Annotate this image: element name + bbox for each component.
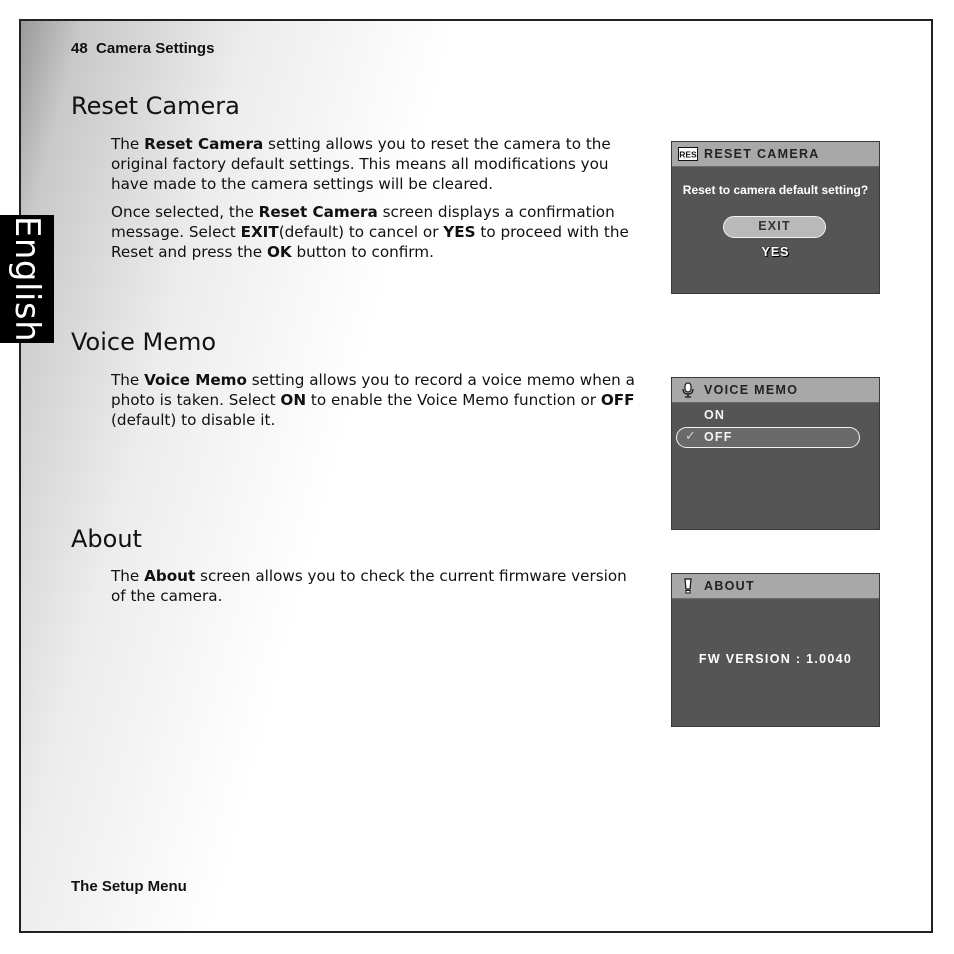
reset-camera-heading: Reset Camera — [71, 92, 240, 120]
voice-memo-heading: Voice Memo — [71, 328, 217, 356]
about-screen — [671, 573, 880, 727]
voice-memo-screen-titlebar — [672, 378, 879, 403]
off-option-label: OFF — [704, 430, 733, 444]
reset-camera-screen — [671, 141, 880, 294]
voice-memo-screen — [671, 377, 880, 530]
language-tab-label: English — [7, 215, 47, 343]
language-tab — [0, 215, 54, 343]
reset-camera-screen-titlebar — [672, 142, 879, 167]
reset-camera-screen-title: RESET CAMERA — [704, 147, 820, 161]
voice-memo-screen-title: VOICE MEMO — [704, 383, 799, 397]
firmware-version: FW VERSION : 1.0040 — [698, 652, 853, 666]
about-heading: About — [71, 525, 142, 553]
reset-camera-paragraph-1: The Reset Camera setting allows you to reset the camera to the original factory default settings. This means all modifications you have made to the camera settings will be cleared. — [111, 135, 611, 193]
yes-option-button[interactable]: YES — [761, 245, 790, 259]
chapter-title: Camera Settings — [96, 40, 215, 57]
reset-confirm-prompt: Reset to camera default setting? — [682, 183, 869, 197]
microphone-icon — [678, 382, 698, 398]
about-paragraph: The About screen allows you to check the current firmware version of the camera. — [111, 567, 627, 605]
page-header — [71, 40, 214, 57]
off-option-selected[interactable] — [676, 427, 860, 448]
reset-icon — [678, 146, 698, 162]
about-screen-title: ABOUT — [704, 579, 755, 593]
on-option[interactable]: ON — [704, 408, 726, 422]
exit-option-label: EXIT — [758, 219, 791, 233]
checkmark-icon: ✓ — [685, 429, 696, 444]
about-screen-titlebar — [672, 574, 879, 599]
svg-text:RES: RES — [679, 149, 697, 160]
reset-camera-paragraph-2: Once selected, the Reset Camera screen displays a confirmation message. Select EXIT(default) to cancel or YES to proceed with the Reset and press the OK button to confirm. — [111, 203, 629, 261]
voice-memo-paragraph: The Voice Memo setting allows you to record a voice memo when a photo is taken. Select ON to enable the Voice Memo function or OFF (default) to disable it. — [111, 371, 635, 429]
info-icon — [678, 578, 698, 594]
page-number: 48 — [71, 40, 88, 57]
exit-option-button[interactable] — [723, 216, 826, 238]
page-footer: The Setup Menu — [71, 878, 187, 895]
